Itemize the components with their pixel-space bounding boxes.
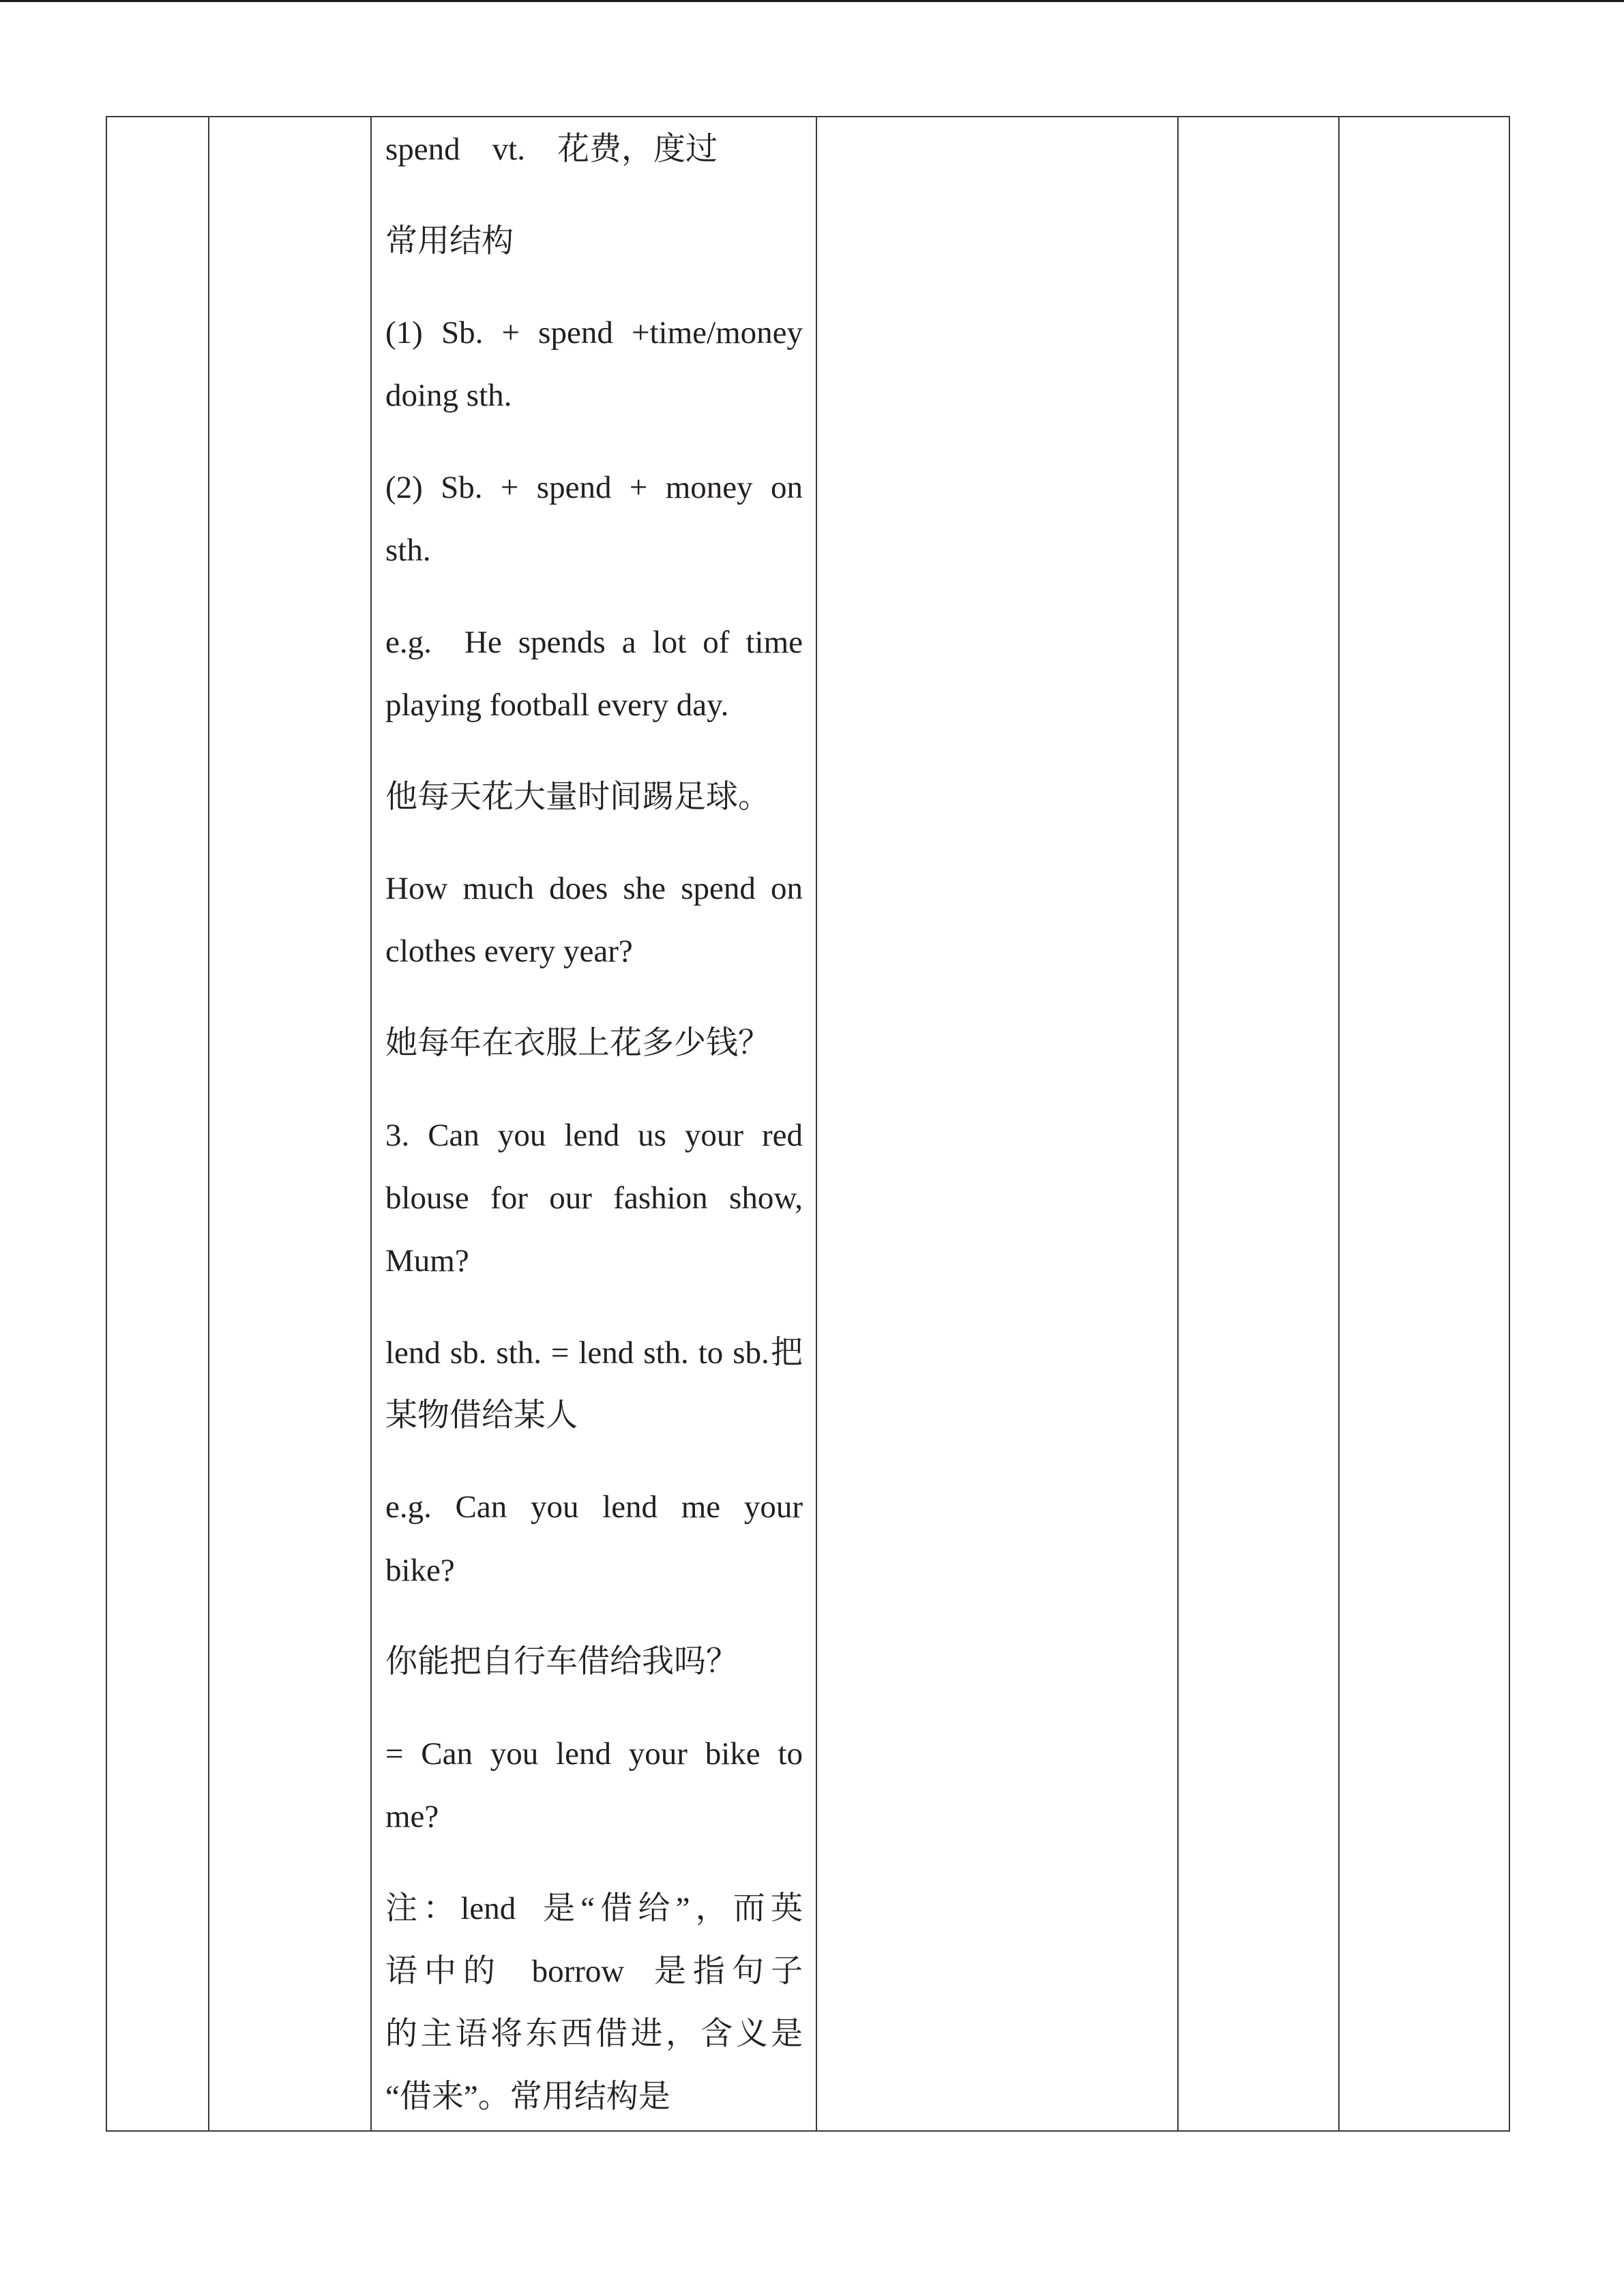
example-question-spend	[385, 857, 803, 983]
example-sentence-lend	[385, 1476, 803, 1601]
lend-usage-rule	[385, 1322, 803, 1447]
text-line: bike?	[385, 1552, 455, 1588]
table-cell-1	[107, 117, 208, 2130]
structure-1	[385, 301, 803, 427]
text-line: 某物借给某人	[385, 1397, 578, 1433]
note-lend-borrow	[385, 1877, 803, 2129]
text-line: blouse for our fashion show,	[385, 1180, 803, 1216]
table-cell-6	[1338, 117, 1509, 2130]
example-sentence-spend	[385, 611, 803, 736]
text-line: Mum?	[385, 1242, 469, 1279]
text-line: doing sth.	[385, 378, 512, 414]
text-line: 他每天花大量时间踢足球。	[385, 779, 770, 815]
page-edge-line	[0, 0, 1624, 2]
text-line: lend sb. sth. = lend sth. to sb.把	[385, 1335, 803, 1371]
text-line: sth.	[385, 533, 431, 569]
text-line: 的主语将东西借进，含义是	[385, 2016, 803, 2052]
text-line: “借来”。常用结构是	[385, 2079, 670, 2115]
table-cell-2	[208, 117, 370, 2130]
notes-cell	[370, 117, 816, 2130]
text-line: = Can you lend your bike to	[385, 1735, 803, 1772]
sentence-3-lend	[385, 1104, 803, 1293]
text-line: (1) Sb. + spend +time/money	[385, 315, 803, 351]
text-line: How much does she spend on	[385, 871, 803, 907]
table-cell-4	[816, 117, 1177, 2130]
text-line: me?	[385, 1798, 439, 1834]
table-cell-5	[1177, 117, 1338, 2130]
text-line: 3. Can you lend us your red	[385, 1117, 803, 1153]
text-line: 她每年在衣服上花多少钱？	[385, 1025, 770, 1061]
text-line: (2) Sb. + spend + money on	[385, 469, 803, 505]
text-line: playing football every day.	[385, 687, 729, 723]
example-translation-lend	[385, 1630, 803, 1693]
text-line: 注：lend 是“借给”，而英	[385, 1890, 803, 1926]
text-line: 你能把自行车借给我吗？	[385, 1644, 738, 1680]
text-line: 语中的 borrow 是指句子	[385, 1953, 803, 1989]
text-line: e.g. He spends a lot of time	[385, 624, 803, 660]
text-line: spend vt. 花费，度过	[385, 132, 718, 167]
text-line: 常用结构	[385, 223, 514, 259]
spend-definition	[385, 118, 803, 181]
common-structures-heading	[385, 210, 803, 273]
text-line: clothes every year?	[385, 934, 633, 970]
lesson-table	[106, 116, 1510, 2132]
example-translation-spend	[385, 766, 803, 829]
text-line: e.g. Can you lend me your	[385, 1489, 803, 1525]
example-equivalent-lend	[385, 1723, 803, 1848]
example-question-translation	[385, 1012, 803, 1075]
structure-2	[385, 456, 803, 582]
